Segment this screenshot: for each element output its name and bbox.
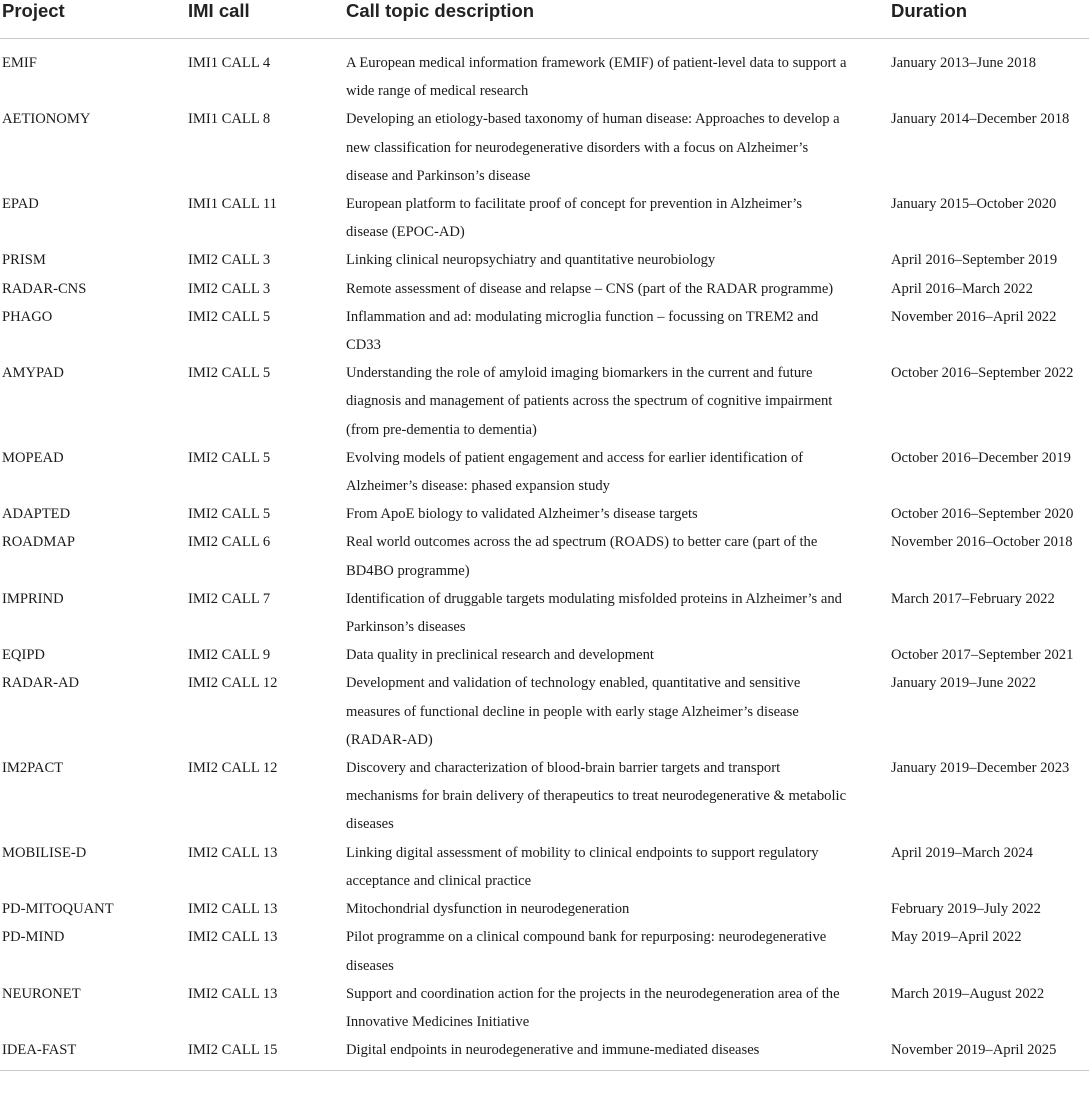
- imi-call-cell: IMI2 CALL 15: [188, 1036, 346, 1071]
- duration-cell: October 2016–September 2020: [891, 506, 1074, 523]
- table-row: [0, 39, 1089, 106]
- table-row: [0, 190, 1089, 246]
- project-cell: IMPRIND: [2, 590, 64, 607]
- duration-cell: April 2016–September 2019: [891, 252, 1058, 269]
- call-topic-description-cell: Linking clinical neuropsychiatry and quantitative neurobiology: [346, 252, 716, 269]
- call-topic-description-cell: Real world outcomes across the ad spectrum (ROADS) to better care (part of the BD4BO programme): [346, 534, 818, 579]
- call-topic-description-cell: Mitochondrial dysfunction in neurodegeneration: [346, 901, 630, 918]
- duration-cell: March 2017–February 2022: [891, 590, 1055, 607]
- table-row: [0, 444, 1089, 500]
- project-cell: PD-MIND: [2, 929, 65, 946]
- project-cell: ADAPTED: [2, 506, 71, 523]
- duration-cell: November 2016–October 2018: [891, 534, 1073, 551]
- project-cell: MOPEAD: [2, 449, 64, 466]
- project-cell: EPAD: [2, 196, 39, 213]
- table-row: [0, 500, 1089, 528]
- header-project: Project: [0, 0, 188, 39]
- table-row: [0, 895, 1089, 923]
- project-cell: AMYPAD: [2, 365, 64, 382]
- project-cell: EMIF: [2, 55, 37, 71]
- project-cell: PD-MITOQUANT: [2, 901, 114, 918]
- duration-cell: October 2017–September 2021: [891, 647, 1074, 664]
- call-topic-description-cell: Understanding the role of amyloid imaging biomarkers in the current and future diagnosis and management of patients across the spectrum of cognitive impairment (from pre-dementia to dementia): [346, 365, 833, 438]
- imi-call-cell: IMI2 CALL 6: [188, 534, 271, 551]
- table-row: [0, 105, 1089, 190]
- call-topic-description-cell: Identification of druggable targets modulating misfolded proteins in Alzheimer’s and Parkinson’s diseases: [346, 590, 842, 636]
- table-row: [0, 839, 1089, 895]
- imi-call-cell: IMI2 CALL 5: [188, 308, 271, 325]
- table-row: [0, 669, 1089, 754]
- call-topic-description-cell: European platform to facilitate proof of concept for prevention in Alzheimer’s disease (EPOC-AD): [346, 196, 803, 241]
- imi-call-cell: IMI2 CALL 13: [188, 929, 278, 946]
- imi-call-cell: IMI2 CALL 9: [188, 647, 271, 664]
- table-row: [0, 528, 1089, 584]
- table-row: [0, 303, 1089, 359]
- table-row: [0, 246, 1089, 274]
- duration-cell: May 2019–April 2022: [891, 929, 1022, 946]
- header-call-topic-description: Call topic description: [346, 0, 891, 39]
- call-topic-description-cell: Developing an etiology-based taxonomy of human disease: Approaches to develop a new classification for neurodegenerative disorders with a focus on Alzheimer’s disease and Parkinson’s disease: [346, 111, 840, 184]
- table-body: [0, 39, 1089, 1071]
- project-cell: ROADMAP: [2, 534, 75, 551]
- duration-cell: March 2019–August 2022: [891, 985, 1045, 1002]
- header-row: [0, 0, 1089, 39]
- duration-cell: October 2016–December 2019: [891, 449, 1071, 466]
- imi-call-cell: IMI1 CALL 4: [188, 55, 271, 71]
- imi-call-cell: IMI2 CALL 5: [188, 449, 271, 466]
- duration-cell: January 2019–December 2023: [891, 760, 1070, 777]
- imi-call-cell: IMI2 CALL 7: [188, 590, 271, 607]
- header-duration: Duration: [891, 0, 1089, 39]
- imi-call-cell: IMI2 CALL 13: [188, 901, 278, 918]
- call-topic-description-cell: A European medical information framework (EMIF) of patient-level data to support a wide range of medical research: [346, 55, 847, 100]
- table-row: [0, 275, 1089, 303]
- call-topic-description-cell: Pilot programme on a clinical compound bank for repurposing: neurodegenerative diseases: [346, 929, 827, 974]
- imi-call-cell: IMI1 CALL 8: [188, 111, 271, 128]
- duration-cell: November 2016–April 2022: [891, 308, 1057, 325]
- call-topic-description-cell: Support and coordination action for the projects in the neurodegeneration area of the Innovative Medicines Initiative: [346, 985, 840, 1030]
- imi-call-cell: IMI2 CALL 12: [188, 760, 278, 777]
- project-cell: PHAGO: [2, 308, 53, 325]
- imi-call-cell: IMI2 CALL 5: [188, 365, 271, 382]
- project-cell: EQIPD: [2, 647, 45, 664]
- duration-cell: January 2013–June 2018: [891, 55, 1037, 71]
- imi-call-cell: IMI2 CALL 3: [188, 252, 271, 269]
- table-row: [0, 980, 1089, 1036]
- table-row: [0, 359, 1089, 444]
- imi-call-cell: IMI2 CALL 13: [188, 985, 278, 1002]
- header-imi-call: IMI call: [188, 0, 346, 39]
- duration-cell: November 2019–April 2025: [891, 1036, 1089, 1071]
- table-header: [0, 0, 1089, 39]
- table-row: [0, 641, 1089, 669]
- duration-cell: January 2015–October 2020: [891, 196, 1057, 213]
- call-topic-description-cell: Remote assessment of disease and relapse – CNS (part of the RADAR programme): [346, 280, 834, 297]
- project-cell: RADAR-CNS: [2, 280, 87, 297]
- table-row: [0, 754, 1089, 839]
- imi-call-cell: IMI1 CALL 11: [188, 196, 277, 213]
- table-row: [0, 585, 1089, 641]
- call-topic-description-cell: Linking digital assessment of mobility to clinical endpoints to support regulatory acceptance and clinical practice: [346, 844, 819, 889]
- table-row: [0, 1036, 1089, 1071]
- imi-call-cell: IMI2 CALL 5: [188, 506, 271, 523]
- project-cell: MOBILISE-D: [2, 844, 87, 861]
- imi-call-cell: IMI2 CALL 12: [188, 675, 278, 692]
- project-cell: PRISM: [2, 252, 46, 269]
- project-cell: AETIONOMY: [2, 111, 91, 128]
- project-cell: IDEA-FAST: [0, 1036, 188, 1071]
- duration-cell: January 2014–December 2018: [891, 111, 1070, 128]
- call-topic-description-cell: Development and validation of technology enabled, quantitative and sensitive measures of functional decline in people with early stage Alzheimer’s disease (RADAR-AD): [346, 675, 801, 748]
- call-topic-description-cell: From ApoE biology to validated Alzheimer’s disease targets: [346, 506, 698, 523]
- call-topic-description-cell: Data quality in preclinical research and development: [346, 647, 654, 664]
- project-cell: NEURONET: [2, 985, 81, 1002]
- duration-cell: April 2016–March 2022: [891, 280, 1033, 297]
- call-topic-description-cell: Inflammation and ad: modulating microglia function – focussing on TREM2 and CD33: [346, 308, 819, 354]
- call-topic-description-cell: Digital endpoints in neurodegenerative and immune-mediated diseases: [346, 1036, 891, 1071]
- project-cell: IM2PACT: [2, 760, 64, 777]
- imi-call-cell: IMI2 CALL 13: [188, 844, 278, 861]
- project-cell: RADAR-AD: [2, 675, 80, 692]
- duration-cell: October 2016–September 2022: [891, 365, 1074, 382]
- duration-cell: January 2019–June 2022: [891, 675, 1037, 692]
- duration-cell: February 2019–July 2022: [891, 901, 1041, 918]
- call-topic-description-cell: Discovery and characterization of blood-brain barrier targets and transport mechanisms for brain delivery of therapeutics to treat neurodegenerative & metabolic diseases: [346, 760, 847, 833]
- imi-call-cell: IMI2 CALL 3: [188, 280, 271, 297]
- call-topic-description-cell: Evolving models of patient engagement and access for earlier identification of Alzheimer’s disease: phased expansion study: [346, 449, 804, 495]
- duration-cell: April 2019–March 2024: [891, 844, 1033, 861]
- table-row: [0, 923, 1089, 979]
